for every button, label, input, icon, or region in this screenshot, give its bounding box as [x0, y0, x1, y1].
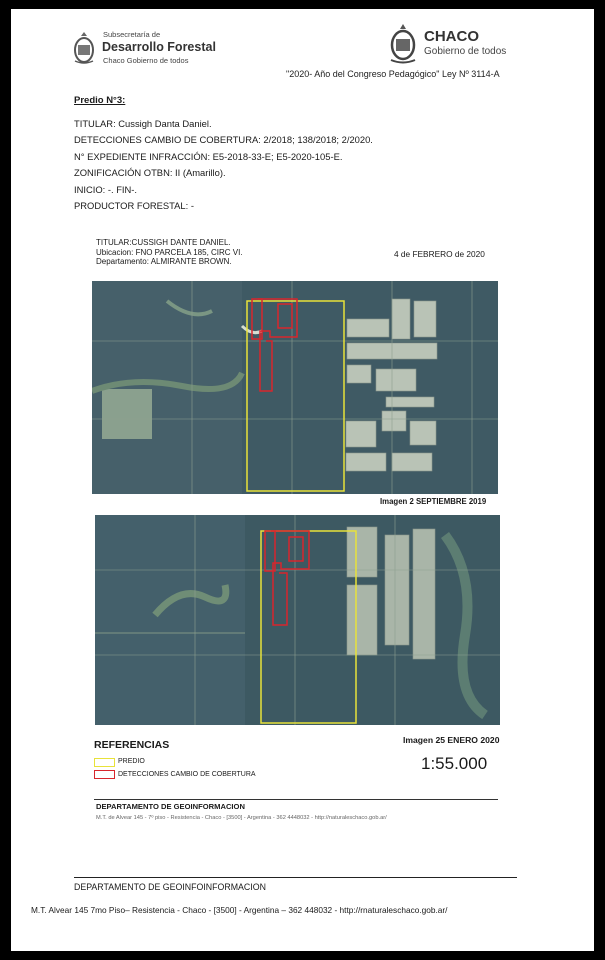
brand-subtitle: Gobierno de todos: [424, 46, 507, 57]
map-header: [96, 238, 243, 267]
predio-titular: TITULAR: Cussigh Danta Daniel.: [74, 118, 212, 129]
predio-title: Predio N°3:: [74, 95, 126, 106]
predio-inicio: INICIO: -. FIN-.: [74, 183, 138, 195]
predio-swatch: [94, 758, 115, 767]
map-date: 4 de FEBRERO de 2020: [394, 249, 485, 259]
page-footer-dept: DEPARTAMENTO DE GEOINFOINFORMACION: [74, 882, 266, 892]
map-dept-address: M.T. de Alvear 145 - 7º piso - Resistencia - Chaco - [3500] - Argentina - 362 4448032 - http://naturaleschaco.gob.ar/: [96, 815, 387, 821]
page-footer-rule: [74, 877, 517, 878]
map-dept-title: DEPARTAMENTO DE GEOINFORMACION: [96, 802, 245, 811]
page-footer-address: M.T. Alvear 145 7mo Piso– Resistencia - Chaco - [3500] - Argentina – 362 448032 - http://rnaturaleschaco.gob.ar/: [31, 905, 448, 915]
org-line-3: Chaco Gobierno de todos: [103, 56, 189, 65]
map-ubicacion: Ubicacion: FNO PARCELA 185, CIRC VI.: [96, 247, 243, 257]
image-1-caption: Imagen 2 SEPTIEMBRE 2019: [380, 497, 487, 506]
map-titular: TITULAR:CUSSIGH DANTE DANIEL.: [96, 238, 231, 247]
detecciones-swatch: [94, 770, 115, 779]
document-page: [11, 9, 594, 951]
references-title: REFERENCIAS: [94, 739, 170, 751]
map-footer-rule: [94, 799, 498, 800]
ref-detecciones-label: DETECCIONES CAMBIO DE COBERTURA: [118, 771, 256, 778]
predio-info: [74, 116, 373, 214]
org-line-2: Desarrollo Forestal: [102, 40, 216, 54]
province-seal-icon: [73, 31, 95, 65]
predio-zonificacion: ZONIFICACIÓN OTBN: II (Amarillo).: [74, 167, 226, 179]
brand-chaco: CHACO: [424, 28, 479, 45]
ref-predio-label: PREDIO: [118, 758, 145, 765]
predio-productor: PRODUCTOR FORESTAL: -: [74, 200, 194, 212]
satellite-image-2019: [92, 281, 498, 494]
satellite-image-2020: [95, 515, 500, 725]
map-scale: 1:55.000: [421, 754, 488, 773]
org-line-1: Subsecretaría de: [103, 30, 161, 39]
year-law-line: "2020- Año del Congreso Pedagógico" Ley Nº 3114-A: [286, 69, 500, 79]
chaco-seal-icon: [388, 23, 418, 65]
predio-expediente: N° EXPEDIENTE INFRACCIÓN: E5-2018-33-E; E5-2020-105-E.: [74, 150, 343, 162]
map-departamento: Departamento: ALMIRANTE BROWN.: [96, 257, 232, 266]
image-2-caption: Imagen 25 ENERO 2020: [403, 735, 500, 745]
predio-detecciones: DETECCIONES CAMBIO DE COBERTURA: 2/2018; 138/2018; 2/2020.: [74, 134, 373, 146]
